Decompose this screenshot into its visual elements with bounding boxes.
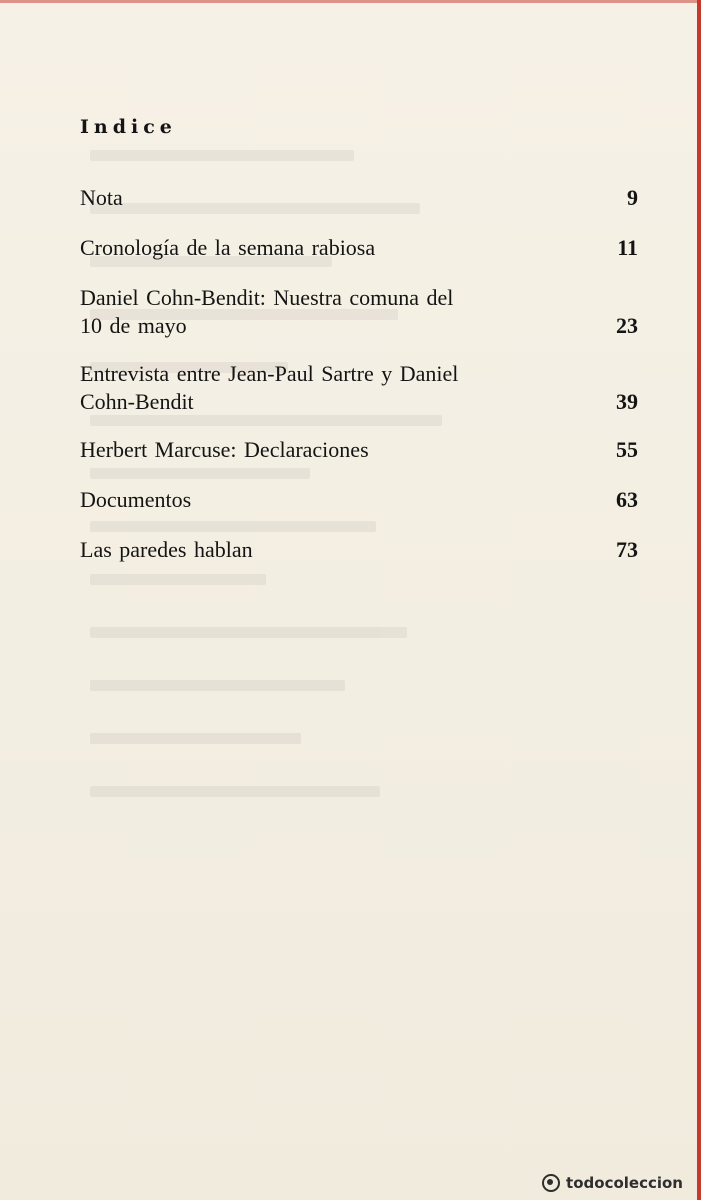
toc-entry-title: Nota: [80, 185, 123, 210]
watermark-text: todocoleccion: [566, 1174, 683, 1192]
toc-entry-page: 73: [616, 537, 638, 562]
toc-entry-nota: [80, 184, 638, 212]
index-heading: Indice: [80, 116, 177, 138]
toc-entry-title-line-1: Entrevista entre Jean-Paul Sartre y Daniel: [80, 361, 459, 386]
toc-entry-page: 23: [616, 313, 638, 338]
toc-entry-entrevista: [80, 360, 638, 416]
table-of-contents: [80, 0, 638, 1200]
toc-entry-cohn-bendit: [80, 284, 638, 340]
toc-entry-title: Cronología de la semana rabiosa: [80, 235, 376, 260]
cover-edge: [697, 0, 701, 1200]
toc-entry-title: Documentos: [80, 487, 192, 512]
toc-entry-title-line-2: Cohn-Bendit: [80, 389, 194, 414]
watermark-logo-icon: [542, 1174, 560, 1192]
toc-entry-page: 39: [616, 389, 638, 414]
toc-entry-documentos: [80, 486, 638, 514]
toc-entry-title: Herbert Marcuse: Declaraciones: [80, 437, 369, 462]
toc-entry-paredes: [80, 536, 638, 564]
toc-entry-title-line-1: Daniel Cohn-Bendit: Nuestra comuna del: [80, 285, 454, 310]
toc-entry-page: 63: [616, 487, 638, 512]
toc-entry-title: Las paredes hablan: [80, 537, 253, 562]
toc-entry-marcuse: [80, 436, 638, 464]
toc-entry-title-line-2: 10 de mayo: [80, 313, 187, 338]
toc-entry-cronologia: [80, 234, 638, 262]
toc-entry-page: 9: [627, 185, 638, 210]
watermark: [542, 1174, 683, 1192]
toc-entry-page: 11: [617, 235, 638, 260]
toc-entry-page: 55: [616, 437, 638, 462]
